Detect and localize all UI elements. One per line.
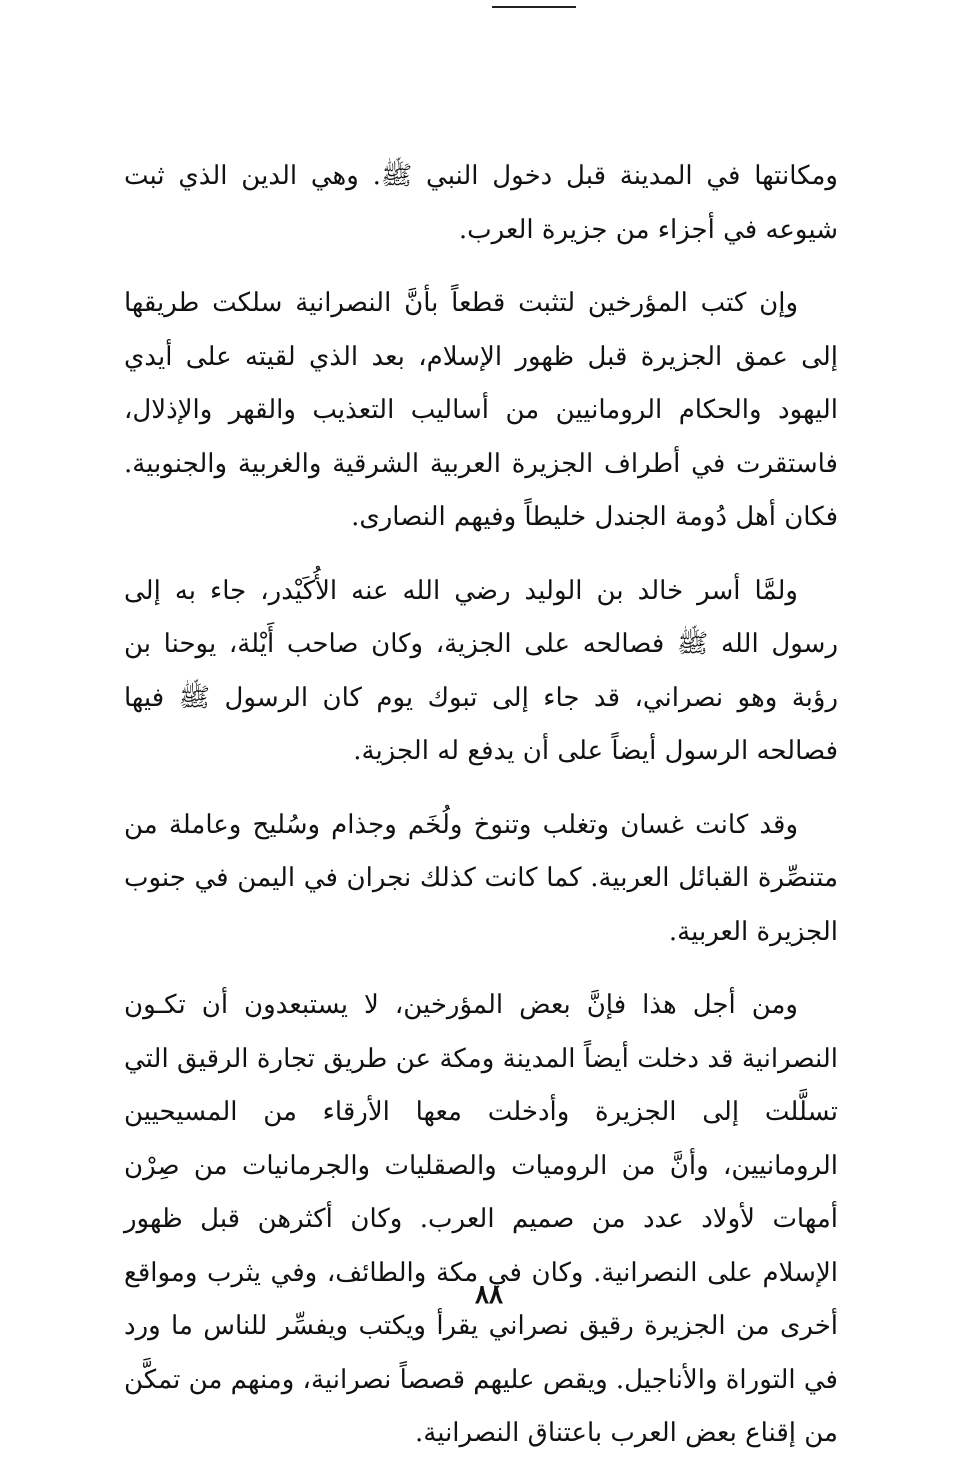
- paragraph-5: ومن أجل هذا فإنَّ بعض المؤرخين، لا يستبعدون أن تكـون النصرانية قد دخلت أيضاً المدينة ومكة عن طريق تجارة الرقيق التي تسلَّلت إلى الجزيرة وأدخلت معها الأرقاء من المسيحيين الرومانيين، وأنَّ من الروميات والصقليات والجرمانيات من صِرْن أمهات لأولاد عدد من صميم العرب. وكان أكثرهن قبل ظهور الإسلام على النصرانية. وكان في مكة والطائف، وفي يثرب ومواقع أخرى من الجزيرة رقيق نصراني يقرأ ويكتب ويفسِّر للناس ما ورد في التوراة والأناجيل. ويقص عليهم قصصاً نصرانية، ومنهم من تمكَّن من إقناع بعض العرب باعتناق النصرانية.: [124, 990, 838, 1448]
- paragraph-2: وإن كتب المؤرخين لتثبت قطعاً بأنَّ النصرانية سلكت طريقها إلى عمق الجزيرة قبل ظهور الإسلام، بعد الذي لقيته على أيدي اليهود والحكام الرومانيين من أساليب التعذيب والقهر والإذلال، فاستقرت في أطراف الجزيرة العربية الشرقية والغربية والجنوبية. فكان أهل دُومة الجندل خليطاً وفيهم النصارى.: [124, 288, 838, 532]
- top-rule: [492, 6, 576, 8]
- paragraph-1: ومكانتها في المدينة قبل دخول النبي ﷺ. وهي الدين الذي ثبت شيوعه في أجزاء من جزيرة العرب.: [124, 161, 838, 245]
- paragraph-4: وقد كانت غسان وتغلب وتنوخ ولُخَم وجذام وسُليح وعاملة من متنصِّرة القبائل العربية. كما كانت كذلك نجران في اليمن في جنوب الجزيرة العربية.: [124, 809, 838, 947]
- page-body: [124, 150, 838, 1461]
- paragraph-3: ولمَّا أسر خالد بن الوليد رضي الله عنه الأُكَيْدر، جاء به إلى رسول الله ﷺ فصالحه على الجزية، وكان صاحب أَيْلة، يوحنا بن رؤبة وهو نصراني، قد جاء إلى تبوك يوم كان الرسول ﷺ فيها فصالحه الرسول أيضاً على أن يدفع له الجزية.: [124, 575, 838, 766]
- page-number: ٨٨: [475, 1280, 503, 1310]
